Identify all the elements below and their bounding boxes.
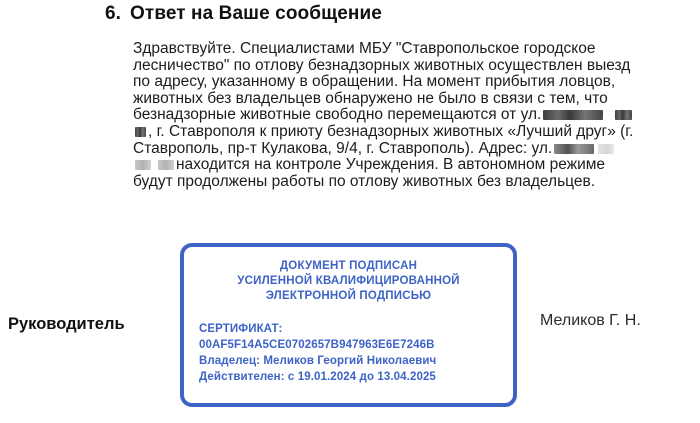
- body-text-segment: Ставрополь, пр-т Кулакова, 9/4, г. Ставрополь). Адрес: ул.: [133, 139, 553, 157]
- redaction-block: [543, 110, 603, 120]
- redaction-block: [615, 110, 632, 120]
- page-title: [105, 3, 382, 25]
- signature-stamp-header: [184, 259, 513, 304]
- stamp-header-line: УСИЛЕННОЙ КВАЛИФИЦИРОВАННОЙ: [237, 275, 460, 287]
- certificate-validity: Действителен: с 19.01.2024 до 13.04.2025: [199, 371, 436, 383]
- body-text-line: [133, 141, 678, 158]
- redaction-gap: [153, 168, 156, 169]
- redaction-block: [135, 127, 146, 137]
- heading-text: Ответ на Ваше сообщение: [130, 3, 382, 24]
- body-text-segment: животных без владельцев обнаружено не было в связи с тем, что: [133, 89, 608, 107]
- certificate-owner: Владелец: Меликов Георгий Николаевич: [199, 355, 437, 367]
- body-text-segment: Здравствуйте. Специалистами МБУ "Ставропольское городское: [133, 40, 596, 57]
- certificate-label: СЕРТИФИКАТ:: [199, 323, 283, 335]
- body-text-line: [133, 174, 678, 191]
- body-text-line: [133, 41, 678, 58]
- body-text-line: [133, 74, 678, 91]
- body-text-line: [133, 107, 678, 124]
- redaction-block: [598, 144, 614, 154]
- signer-role: Руководитель: [8, 315, 125, 333]
- digital-signature-stamp: [180, 243, 517, 407]
- redaction-block: [158, 160, 174, 170]
- body-text-segment: по адресу, указанному в обращении. На момент прибытия ловцов,: [133, 73, 616, 91]
- redaction-block: [554, 144, 594, 154]
- signer-name: Меликов Г. Н.: [540, 312, 641, 329]
- body-text-line: [133, 58, 678, 75]
- certificate-details: [199, 321, 503, 385]
- stamp-header-line: ЭЛЕКТРОННОЙ ПОДПИСЬЮ: [265, 290, 432, 302]
- response-body: [133, 41, 678, 190]
- redaction-gap: [605, 118, 613, 119]
- stamp-header-line: ДОКУМЕНТ ПОДПИСАН: [279, 260, 418, 272]
- body-text-segment: лесничество" по отлову безнадзорных животных осуществлен выезд: [133, 56, 631, 74]
- body-text-line: [133, 91, 678, 108]
- body-text-segment: безнадзорные животные свободно перемещаются от ул.: [133, 106, 542, 124]
- body-text-line: [133, 157, 678, 174]
- certificate-number: 00AF5F14A5CE0702657B947963E6E7246B: [199, 339, 435, 351]
- body-text-line: [133, 124, 678, 141]
- body-text-segment: будут продолжены работы по отлову животных без владельцев.: [133, 172, 596, 190]
- redaction-block: [135, 160, 151, 170]
- heading-number: 6.: [105, 3, 122, 24]
- body-text-segment: , г. Ставрополя к приюту безнадзорных животных «Лучший друг» (г.: [148, 122, 634, 140]
- body-text-segment: находится на контроле Учреждения. В автономном режиме: [176, 156, 606, 174]
